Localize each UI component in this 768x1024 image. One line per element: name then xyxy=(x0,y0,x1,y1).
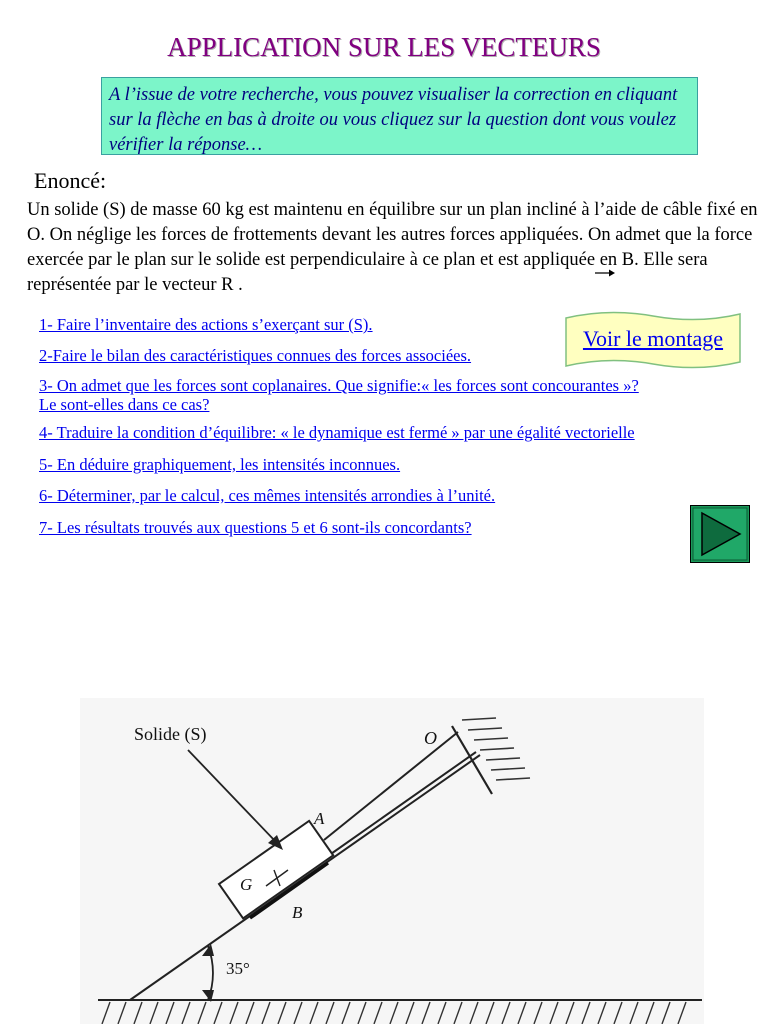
voir-montage-button[interactable]: Voir le montage xyxy=(582,326,724,351)
solide-label: Solide (S) xyxy=(134,724,207,744)
next-button[interactable] xyxy=(690,505,750,563)
enonce-text: Un solide (S) de masse 60 kg est maintenu en équilibre sur un plan incliné à l’aide de câble fixé en O. On néglige les forces de frottements devant les autres forces appliquées. On admet que la force exercée par le plan sur le solide est perpendiculaire à ce plan et est appliquée en B. Elle sera représentée par le vecteur R . xyxy=(27,200,758,295)
page-title: APPLICATION SUR LES VECTEURS xyxy=(167,32,601,62)
question-link-5[interactable]: 5- En déduire graphiquement, les intensités inconnues. xyxy=(39,455,401,474)
question-link-6[interactable]: 6- Déterminer, par le calcul, ces mêmes intensités arrondies à l’unité. xyxy=(39,486,496,505)
b-label: B xyxy=(292,903,303,922)
intro-box: A l’issue de votre recherche, vous pouvez visualiser la correction en cliquant sur la flèche en bas à droite ou vous cliquez sur la question dont vous voulez vérifier la réponse… xyxy=(101,77,698,155)
question-link-3-continued[interactable]: Le sont-elles dans ce cas? xyxy=(39,395,210,414)
question-link-1[interactable]: 1- Faire l’inventaire des actions s’exerçant sur (S). xyxy=(39,315,373,334)
question-link-2[interactable]: 2-Faire le bilan des caractéristiques connues des forces associées. xyxy=(39,346,472,365)
question-link-3[interactable]: 3- On admet que les forces sont coplanaires. Que signifie:« les forces sont concourantes »? xyxy=(39,376,639,395)
a-label: A xyxy=(314,809,325,828)
inclined-plane-figure xyxy=(80,698,704,1024)
question-link-4[interactable]: 4- Traduire la condition d’équilibre: « le dynamique est fermé » par une égalité vectorielle xyxy=(39,423,635,442)
o-label: O xyxy=(424,728,437,748)
question-link-7[interactable]: 7- Les résultats trouvés aux questions 5 et 6 sont-ils concordants? xyxy=(39,518,472,537)
angle-label: 35° xyxy=(226,959,250,978)
g-label: G xyxy=(240,875,253,894)
enonce-label: Enoncé: xyxy=(34,168,107,193)
vector-arrow-icon xyxy=(594,268,616,278)
